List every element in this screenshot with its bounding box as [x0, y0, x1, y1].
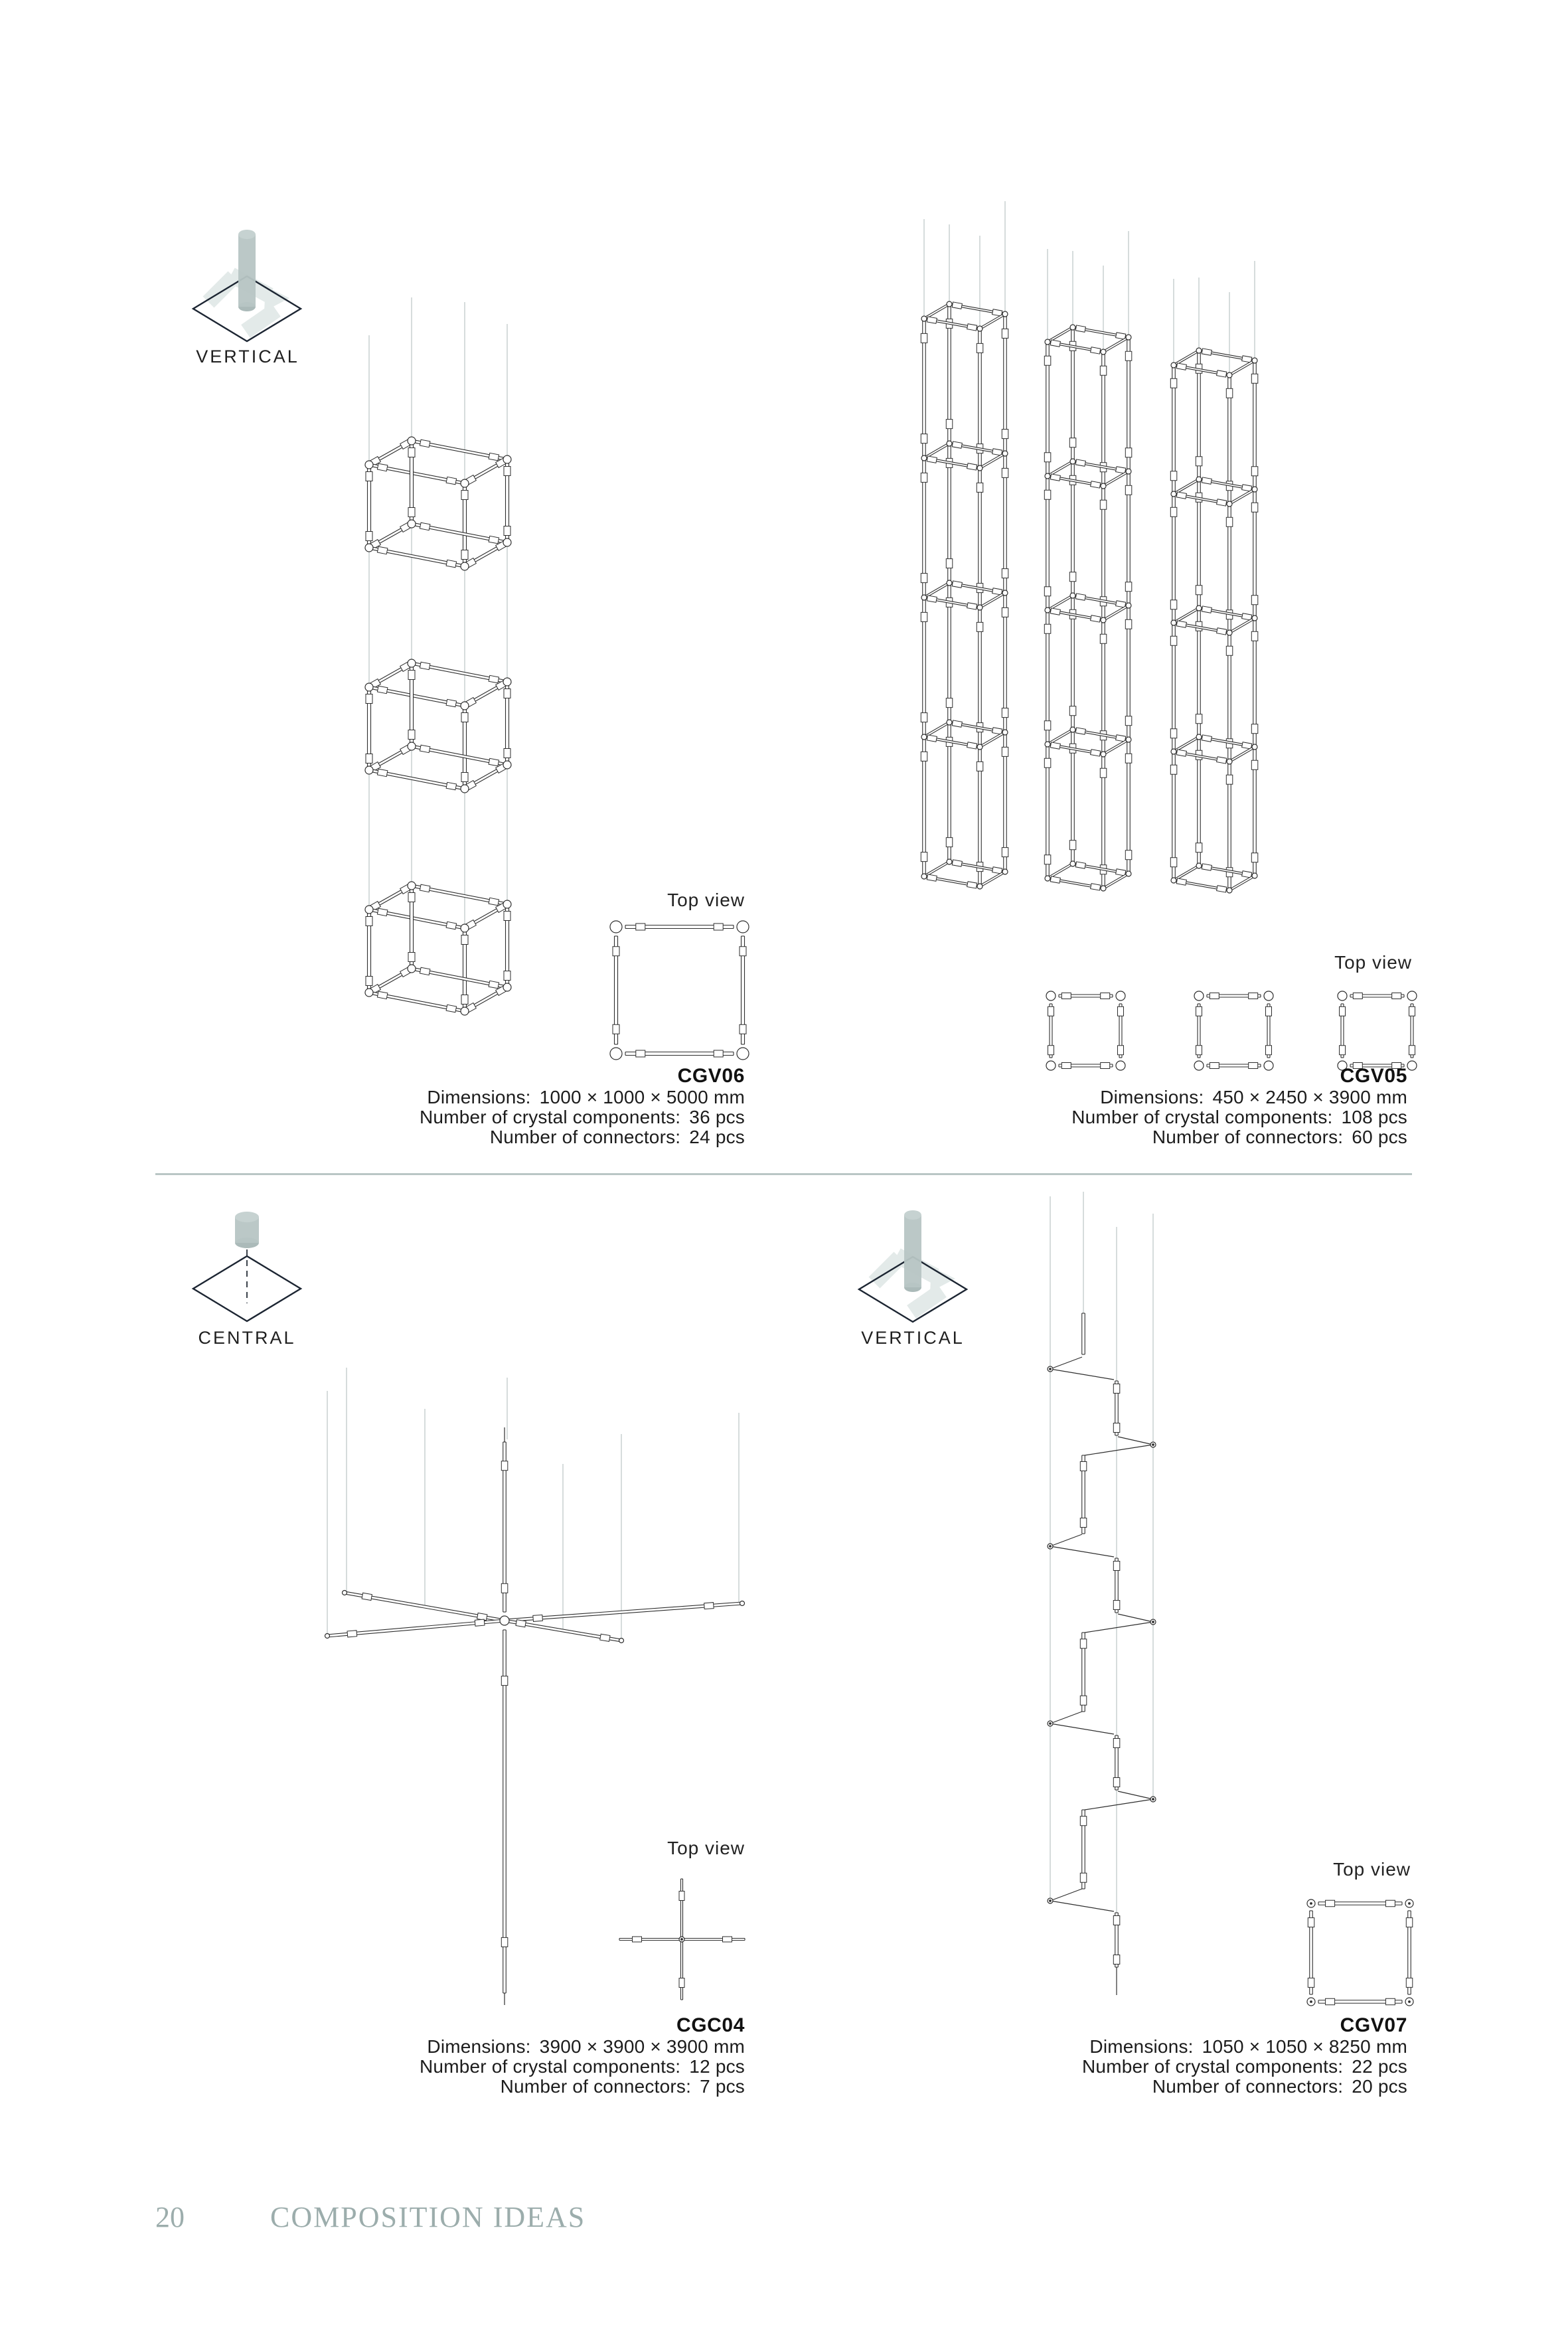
spec-dimensions: Dimensions: 450 × 2450 × 3900 mm: [1100, 1087, 1407, 1107]
orientation-icons: [193, 230, 967, 1322]
footer-title: COMPOSITION IDEAS: [270, 2201, 586, 2233]
section-divider: [155, 1173, 1412, 1175]
product-code: CGV07: [1340, 2014, 1407, 2036]
spec-connectors: Number of connectors: 60 pcs: [1152, 1127, 1407, 1147]
page-number: 20: [155, 2201, 185, 2233]
product-code: CGV05: [1340, 1065, 1407, 1087]
spec-dimensions: Dimensions: 3900 × 3900 × 3900 mm: [427, 2036, 745, 2057]
product-spec-cgv05: [929, 1066, 1407, 1147]
spec-components: Number of crystal components: 108 pcs: [1071, 1107, 1407, 1127]
top-view-caption-cgv05: Top view: [1334, 952, 1412, 973]
spec-connectors: Number of connectors: 24 pcs: [489, 1127, 745, 1147]
product-spec-cgv07: [929, 2016, 1407, 2097]
spec-dimensions: Dimensions: 1050 × 1050 × 8250 mm: [1089, 2036, 1407, 2057]
orientation-label-vertical-bottom: VERTICAL: [861, 1328, 965, 1348]
spec-connectors: Number of connectors: 7 pcs: [500, 2076, 745, 2097]
spec-dimensions: Dimensions: 1000 × 1000 × 5000 mm: [427, 1087, 745, 1107]
cgv05-structure-drawing: [921, 201, 1258, 893]
orientation-label-vertical-top: VERTICAL: [196, 347, 299, 366]
cgv07-structure-drawing: [1048, 1192, 1156, 1995]
spec-components: Number of crystal components: 22 pcs: [1082, 2056, 1407, 2077]
top-view-caption-cgv07: Top view: [1333, 1859, 1411, 1880]
spec-components: Number of crystal components: 36 pcs: [420, 1107, 745, 1127]
cgv06-structure-drawing: [365, 297, 511, 1015]
product-spec-cgv06: [267, 1066, 745, 1147]
orientation-label-central: CENTRAL: [198, 1328, 296, 1348]
product-code: CGC04: [676, 2014, 745, 2036]
product-spec-cgc04: [267, 2016, 745, 2097]
product-code: CGV06: [677, 1065, 745, 1087]
spec-connectors: Number of connectors: 20 pcs: [1152, 2076, 1407, 2097]
spec-components: Number of crystal components: 12 pcs: [420, 2056, 745, 2077]
top-view-caption-cgv06: Top view: [667, 890, 745, 910]
top-view-caption-cgc04: Top view: [667, 1838, 745, 1858]
